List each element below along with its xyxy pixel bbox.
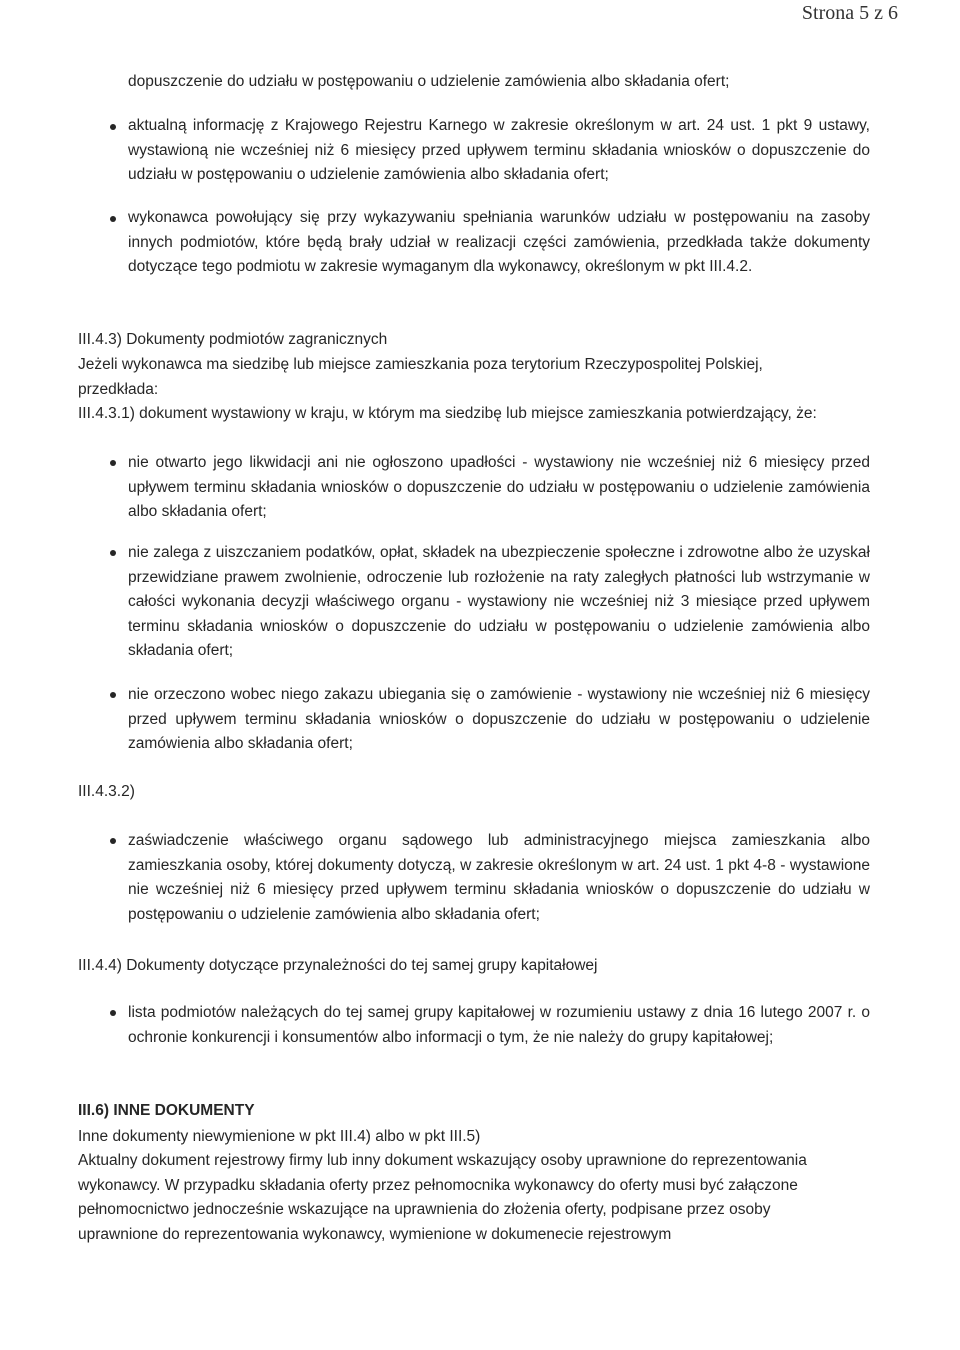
section-intro: Jeżeli wykonawca ma siedzibę lub miejsce zamieszkania poza terytorium Rzeczypospolitej Polskiej, przedkłada: — [78, 356, 763, 398]
bullet-icon — [110, 460, 116, 466]
subsection-label: III.4.3.1) dokument wystawiony w kraju, w którym ma siedzibę lub miejsce zamieszkania potwierdzający, że: — [78, 405, 817, 422]
bullet-icon — [110, 838, 116, 844]
bullet-icon — [110, 692, 116, 698]
section-body: Aktualny dokument rejestrowy firmy lub inny dokument wskazujący osoby uprawnione do reprezentowania wykonawcy. W przypadku składania oferty przez pełnomocnika wykonawcy do oferty musi być załączone pełnomocnictwo jednocześnie wskazujące na uprawnienia do złożenia oferty, podpisane przez osoby uprawnione do reprezentowania wykonawcy, wymienione w dokumenecie rejestrowym — [78, 1152, 807, 1243]
list-item-text: lista podmiotów należących do tej samej grupy kapitałowej w rozumieniu ustawy z dnia 16 lutego 2007 r. o ochronie konkurencji i konsumentów albo informacji o tym, że nie należy do grupy kapitałowej; — [128, 1004, 870, 1046]
list-item-text: nie otwarto jego likwidacji ani nie ogłoszono upadłości - wystawiony nie wcześniej niż 6 miesięcy przed upływem terminu składania wniosków o dopuszczenie do udziału w postępowaniu o udzielenie zamówienia albo składania ofert; — [128, 454, 870, 520]
page-number: Strona 5 z 6 — [801, 2, 898, 24]
bullet-icon — [110, 550, 116, 556]
section-subtitle: Inne dokumenty niewymienione w pkt III.4) albo w pkt III.5) — [78, 1128, 481, 1145]
bullet-icon — [110, 124, 116, 130]
section-heading: III.6) INNE DOKUMENTY — [78, 1102, 255, 1119]
list-item-text: nie zalega z uiszczaniem podatków, opłat, składek na ubezpieczenie społeczne i zdrowotne albo że uzyskał przewidziane prawem zwolnienie, odroczenie lub rozłożenie na raty zaległych płatności lub wstrzymanie w całości wykonania decyzji właściwego organu - wystawiony nie wcześniej niż 3 miesiące przed upływem terminu składania wniosków o dopuszczenie do udziału w postępowaniu o udzielenie zamówienia albo składania ofert; — [128, 544, 870, 659]
list-item-text: zaświadczenie właściwego organu sądowego lub administracyjnego miejsca zamieszkania albo zamieszkania osoby, której dokumenty dotyczą, w zakresie określonym w art. 24 ust. 1 pkt 4-8 - wystawione nie wcześniej niż 6 miesięcy przed upływem terminu składania wniosków o dopuszczenie do udziału w postępowaniu o udzielenie zamówienia albo składania ofert; — [128, 832, 870, 923]
bullet-icon — [110, 1010, 116, 1016]
bullet-icon — [110, 216, 116, 222]
subsection-label: III.4.3.2) — [78, 783, 135, 800]
section-heading: III.4.3) Dokumenty podmiotów zagranicznych — [78, 331, 388, 348]
list-item-text: nie orzeczono wobec niego zakazu ubiegania się o zamówienie - wystawiony nie wcześniej niż 6 miesięcy przed upływem terminu składania wniosków o dopuszczenie do udziału w postępowaniu o udzielenie zamówienia albo składania ofert; — [128, 686, 870, 752]
list-item-text: wykonawca powołujący się przy wykazywaniu spełniania warunków udziału w postępowaniu na zasoby innych podmiotów, które będą brały udział w realizacji części zamówienia, przedkłada także dokumenty dotyczące tego podmiotu w zakresie wymaganym dla wykonawcy, określonym w pkt III.4.2. — [128, 209, 870, 275]
continuation-text: dopuszczenie do udziału w postępowaniu o udzielenie zamówienia albo składania ofert; — [128, 73, 730, 90]
list-item-text: aktualną informację z Krajowego Rejestru Karnego w zakresie określonym w art. 24 ust. 1 pkt 9 ustawy, wystawioną nie wcześniej niż 6 miesięcy przed upływem terminu składania wniosków o dopuszczenie do udziału w postępowaniu o udzielenie zamówienia albo składania ofert; — [128, 117, 870, 183]
section-heading: III.4.4) Dokumenty dotyczące przynależności do tej samej grupy kapitałowej — [78, 957, 598, 974]
